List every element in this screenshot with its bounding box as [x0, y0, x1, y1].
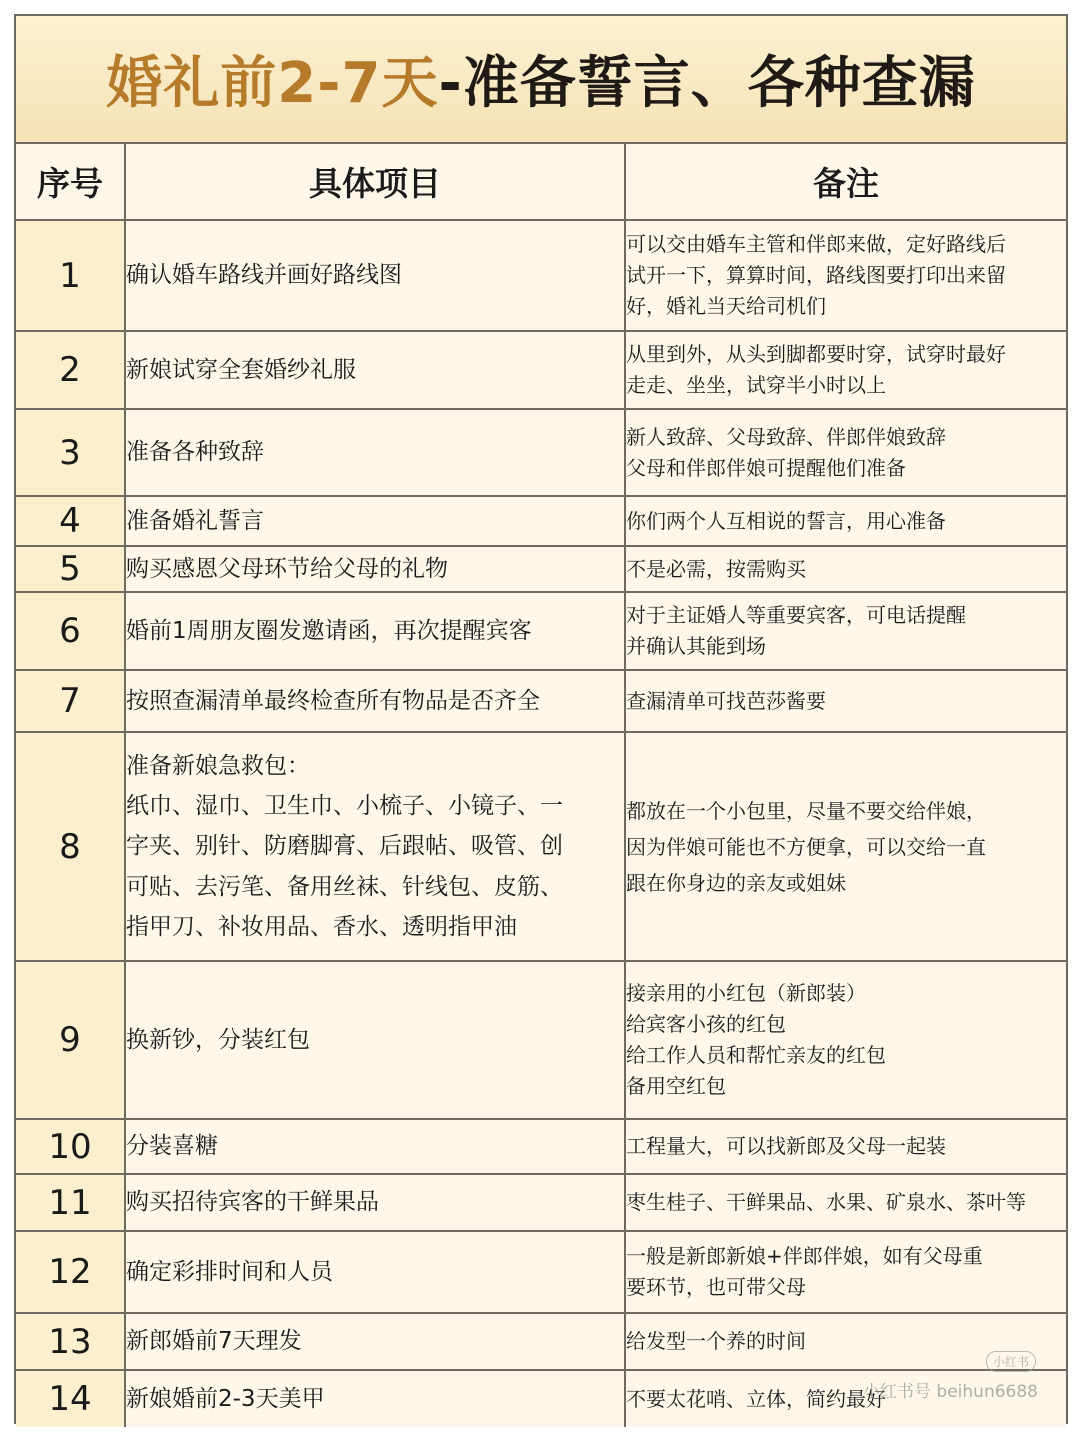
row-number: 1 — [16, 220, 125, 331]
table-row — [16, 331, 1066, 409]
note-line: 工程量大，可以找新郎及父母一起装 — [626, 1134, 946, 1158]
row-item — [125, 331, 625, 409]
row-note — [625, 496, 1066, 546]
row-note — [625, 220, 1066, 331]
item-line: 确定彩排时间和人员 — [126, 1258, 333, 1285]
watermark-text: 小红书号 beihun6688 — [863, 1382, 1038, 1402]
title-part-2: -准备誓言、各种查漏 — [438, 51, 976, 116]
note-line: 跟在你身边的亲友或姐妹 — [626, 870, 846, 895]
row-number: 13 — [16, 1313, 125, 1370]
item-line: 新娘试穿全套婚纱礼服 — [126, 356, 356, 383]
header-row — [16, 144, 1066, 220]
item-line: 分装喜糖 — [126, 1133, 218, 1160]
item-line: 准备新娘急救包： — [126, 752, 310, 779]
row-item — [125, 670, 625, 732]
item-line: 准备各种致辞 — [126, 439, 264, 466]
row-item — [125, 496, 625, 546]
item-line: 换新钞，分装红包 — [126, 1026, 310, 1053]
note-line: 好，婚礼当天给司机们 — [626, 294, 826, 318]
note-line: 试开一下，算算时间，路线图要打印出来留 — [626, 263, 1006, 287]
note-line: 不是必需，按需购买 — [626, 556, 806, 581]
note-line: 要环节，也可带父母 — [626, 1275, 806, 1299]
title-band — [16, 16, 1066, 144]
row-number: 10 — [16, 1119, 125, 1174]
table-row — [16, 732, 1066, 961]
table-row — [16, 409, 1066, 496]
row-number: 14 — [16, 1370, 125, 1427]
row-number: 4 — [16, 496, 125, 546]
row-number: 2 — [16, 331, 125, 409]
note-line: 对于主证婚人等重要宾客，可电话提醒 — [626, 603, 966, 627]
table-row — [16, 546, 1066, 592]
item-line: 确认婚车路线并画好路线图 — [126, 262, 402, 289]
note-line: 新人致辞、父母致辞、伴郎伴娘致辞 — [626, 424, 946, 449]
row-item — [125, 592, 625, 670]
checklist-sheet — [14, 14, 1068, 1424]
row-item — [125, 546, 625, 592]
table-row — [16, 670, 1066, 732]
note-line: 从里到外，从头到脚都要时穿，试穿时最好 — [626, 342, 1006, 366]
item-line: 婚前1周朋友圈发邀请函，再次提醒宾客 — [126, 617, 532, 644]
row-number: 9 — [16, 961, 125, 1119]
item-line: 购买感恩父母环节给父母的礼物 — [126, 555, 448, 582]
row-number: 5 — [16, 546, 125, 592]
item-line: 按照查漏清单最终检查所有物品是否齐全 — [126, 687, 540, 714]
note-line: 给宾客小孩的红包 — [626, 1012, 786, 1036]
header-note: 备注 — [625, 144, 1066, 220]
table-row — [16, 1313, 1066, 1370]
table-row — [16, 1174, 1066, 1231]
table-row — [16, 961, 1066, 1119]
row-note — [625, 1231, 1066, 1313]
item-line: 购买招待宾客的干鲜果品 — [126, 1189, 379, 1216]
item-line: 新娘婚前2-3天美甲 — [126, 1385, 325, 1412]
table-row — [16, 1231, 1066, 1313]
row-item — [125, 1370, 625, 1427]
note-line: 接亲用的小红包（新郎装） — [626, 981, 866, 1005]
row-note — [625, 331, 1066, 409]
row-note — [625, 592, 1066, 670]
item-line: 指甲刀、补妆用品、香水、透明指甲油 — [126, 913, 517, 940]
row-item — [125, 220, 625, 331]
row-note — [625, 546, 1066, 592]
row-number: 7 — [16, 670, 125, 732]
note-line: 父母和伴郎伴娘可提醒他们准备 — [626, 455, 906, 480]
note-line: 都放在一个小包里，尽量不要交给伴娘， — [626, 798, 986, 823]
note-line: 给发型一个养的时间 — [626, 1329, 806, 1353]
page-title — [106, 39, 975, 119]
item-line: 新郎婚前7天理发 — [126, 1328, 302, 1355]
row-note — [625, 670, 1066, 732]
row-number: 3 — [16, 409, 125, 496]
row-number: 6 — [16, 592, 125, 670]
checklist-table — [16, 144, 1066, 1427]
header-item: 具体项目 — [125, 144, 625, 220]
item-line: 纸巾、湿巾、卫生巾、小梳子、小镜子、一 — [126, 793, 563, 820]
note-line: 一般是新郎新娘+伴郎伴娘，如有父母重 — [626, 1244, 983, 1268]
row-number: 11 — [16, 1174, 125, 1231]
note-line: 走走、坐坐，试穿半小时以上 — [626, 373, 886, 397]
title-part-1: 婚礼前2-7天 — [106, 51, 439, 116]
row-note — [625, 1174, 1066, 1231]
row-item — [125, 1174, 625, 1231]
row-number: 12 — [16, 1231, 125, 1313]
note-line: 不要太花哨、立体，简约最好 — [626, 1386, 886, 1411]
note-line: 并确认其能到场 — [626, 634, 766, 658]
note-line: 因为伴娘可能也不方便拿，可以交给一直 — [626, 834, 986, 859]
note-line: 给工作人员和帮忙亲友的红包 — [626, 1043, 886, 1067]
item-line: 可贴、去污笔、备用丝袜、针线包、皮筋、 — [126, 873, 563, 900]
row-note — [625, 1119, 1066, 1174]
item-line: 准备婚礼誓言 — [126, 507, 264, 534]
row-item — [125, 961, 625, 1119]
row-item — [125, 1231, 625, 1313]
table-row — [16, 1119, 1066, 1174]
note-line: 查漏清单可找芭莎酱要 — [626, 688, 826, 713]
note-line: 枣生桂子、干鲜果品、水果、矿泉水、茶叶等 — [626, 1190, 1026, 1214]
table-row — [16, 220, 1066, 331]
row-item — [125, 1313, 625, 1370]
note-line: 备用空红包 — [626, 1074, 726, 1098]
row-number: 8 — [16, 732, 125, 961]
row-item — [125, 409, 625, 496]
table-row — [16, 592, 1066, 670]
row-note — [625, 732, 1066, 961]
row-item — [125, 732, 625, 961]
note-line: 可以交由婚车主管和伴郎来做，定好路线后 — [626, 232, 1006, 256]
header-num: 序号 — [16, 144, 125, 220]
row-note — [625, 409, 1066, 496]
note-line: 你们两个人互相说的誓言，用心准备 — [626, 508, 946, 533]
row-note — [625, 961, 1066, 1119]
watermark-logo: 小红书 — [986, 1351, 1036, 1372]
item-line: 字夹、别针、防磨脚膏、后跟帖、吸管、创 — [126, 833, 563, 860]
row-item — [125, 1119, 625, 1174]
table-row — [16, 496, 1066, 546]
